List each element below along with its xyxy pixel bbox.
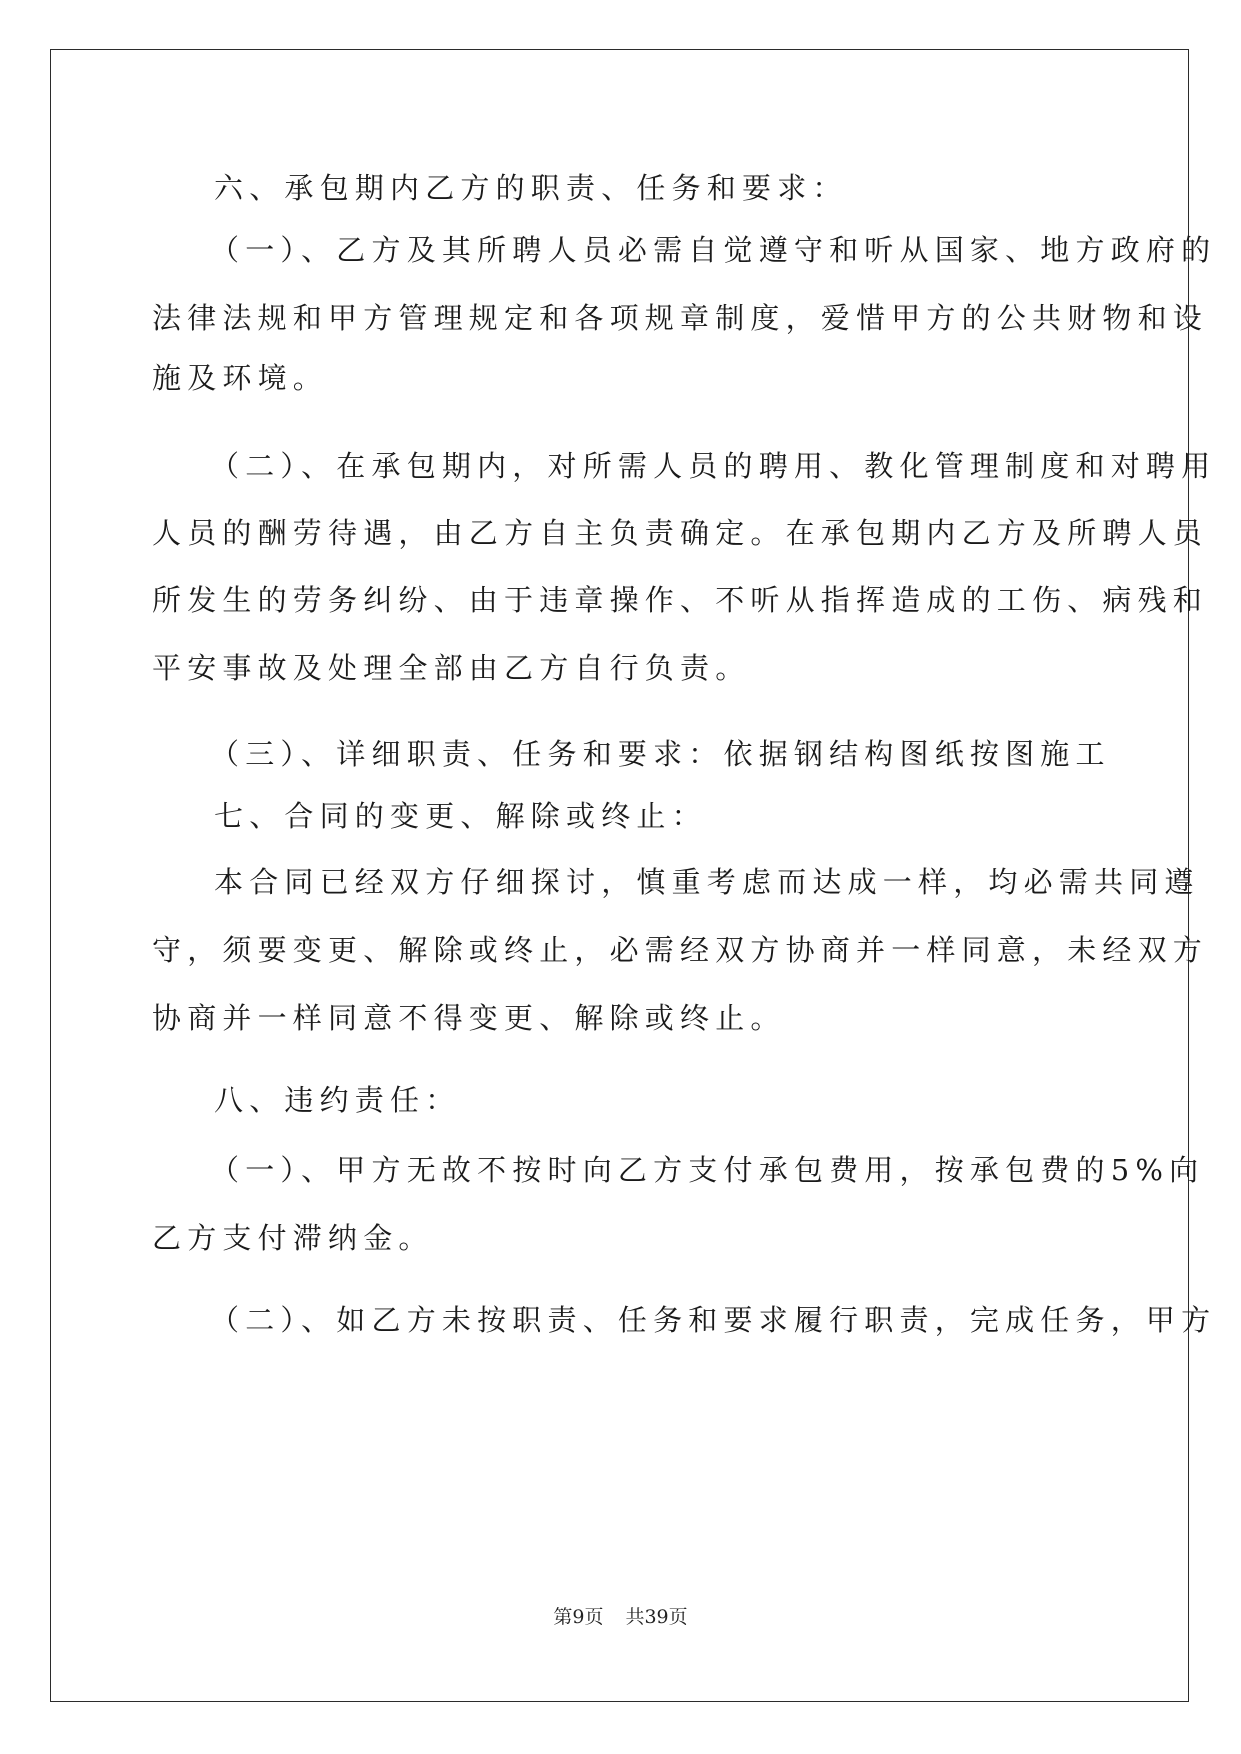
- section-heading-seven: 七、合同的变更、解除或终止：: [214, 799, 707, 833]
- section-heading-eight: 八、违约责任：: [214, 1083, 461, 1117]
- paragraph-line: 平安事故及处理全部由乙方自行负责。: [152, 651, 751, 685]
- paragraph-line: 所发生的劳务纠纷、由于违章操作、不听从指挥造成的工伤、病残和: [152, 583, 1209, 617]
- paragraph-line: （一）、乙方及其所聘人员必需自觉遵守和听从国家、地方政府的: [210, 233, 1217, 267]
- paragraph-line: 乙方支付滞纳金。: [152, 1221, 434, 1255]
- page-number: 第9页: [553, 1606, 604, 1628]
- paragraph-line: 协商并一样同意不得变更、解除或终止。: [152, 1001, 786, 1035]
- paragraph-line: 法律法规和甲方管理规定和各项规章制度，爱惜甲方的公共财物和设: [152, 301, 1209, 335]
- page-footer: [0, 1605, 1241, 1629]
- paragraph-line: （二）、如乙方未按职责、任务和要求履行职责，完成任务，甲方: [210, 1303, 1217, 1337]
- paragraph-line: 守，须要变更、解除或终止，必需经双方协商并一样同意，未经双方: [152, 933, 1209, 967]
- paragraph-line: 施及环境。: [152, 361, 329, 395]
- paragraph-line: （三）、详细职责、任务和要求：依据钢结构图纸按图施工: [210, 737, 1111, 771]
- section-heading-six: 六、承包期内乙方的职责、任务和要求：: [214, 171, 848, 205]
- paragraph-line: （二）、在承包期内，对所需人员的聘用、教化管理制度和对聘用: [210, 449, 1217, 483]
- paragraph-line: 人员的酬劳待遇，由乙方自主负责确定。在承包期内乙方及所聘人员: [152, 516, 1209, 550]
- paragraph-line: （一）、甲方无故不按时向乙方支付承包费用，按承包费的5%向: [210, 1153, 1205, 1187]
- paragraph-line: 本合同已经双方仔细探讨，慎重考虑而达成一样，均必需共同遵: [214, 865, 1200, 899]
- page-total: 共39页: [625, 1606, 688, 1628]
